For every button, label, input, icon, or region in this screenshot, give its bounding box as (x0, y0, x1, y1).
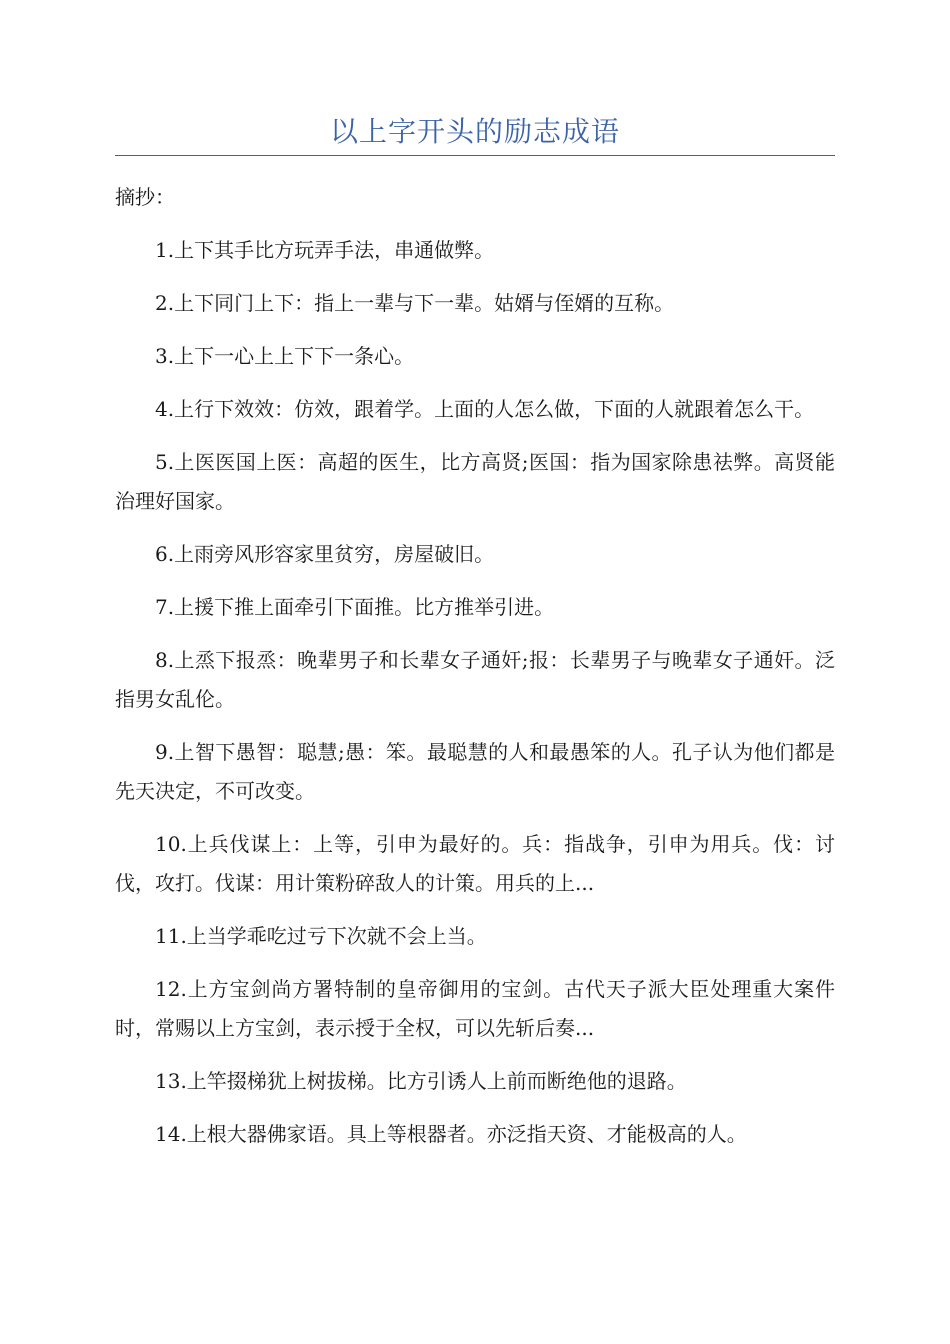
idiom-item: 14.上根大器佛家语。具上等根器者。亦泛指天资、才能极高的人。 (155, 1122, 747, 1146)
idiom-item: 13.上竿掇梯犹上树拔梯。比方引诱人上前而断绝他的退路。 (155, 1069, 687, 1093)
idiom-item: 8.上烝下报烝：晚辈男子和长辈女子通奸;报：长辈男子与晚辈女子通奸。泛指男女乱伦。 (115, 648, 835, 711)
page-title: 以上字开头的励志成语 (329, 115, 620, 148)
idiom-item: 12.上方宝剑尚方署特制的皇帝御用的宝剑。古代天子派大臣处理重大案件时，常赐以上方宝剑，表示授于全权，可以先斩后奏... (115, 977, 835, 1040)
idiom-item: 10.上兵伐谋上：上等，引申为最好的。兵：指战争，引申为用兵。伐：讨伐，攻打。伐谋：用计策粉碎敌人的计策。用兵的上... (115, 832, 835, 895)
intro-label: 摘抄： (115, 185, 175, 209)
idiom-item: 7.上援下推上面牵引下面推。比方推举引进。 (155, 595, 555, 619)
idiom-item: 6.上雨旁风形容家里贫穷，房屋破旧。 (155, 542, 495, 566)
document-body (115, 178, 835, 1168)
title-divider (115, 155, 835, 156)
idiom-item: 4.上行下效效：仿效，跟着学。上面的人怎么做，下面的人就跟着怎么干。 (155, 397, 815, 421)
idiom-item: 3.上下一心上上下下一条心。 (155, 344, 415, 368)
idiom-item: 11.上当学乖吃过亏下次就不会上当。 (155, 924, 487, 948)
idiom-item: 9.上智下愚智：聪慧;愚：笨。最聪慧的人和最愚笨的人。孔子认为他们都是先天决定，不可改变。 (115, 740, 835, 803)
idiom-item: 5.上医医国上医：高超的医生，比方高贤;医国：指为国家除患祛弊。高贤能治理好国家。 (115, 450, 835, 513)
idiom-item: 2.上下同门上下：指上一辈与下一辈。姑婿与侄婿的互称。 (155, 291, 675, 315)
idiom-item: 1.上下其手比方玩弄手法，串通做弊。 (155, 238, 495, 262)
